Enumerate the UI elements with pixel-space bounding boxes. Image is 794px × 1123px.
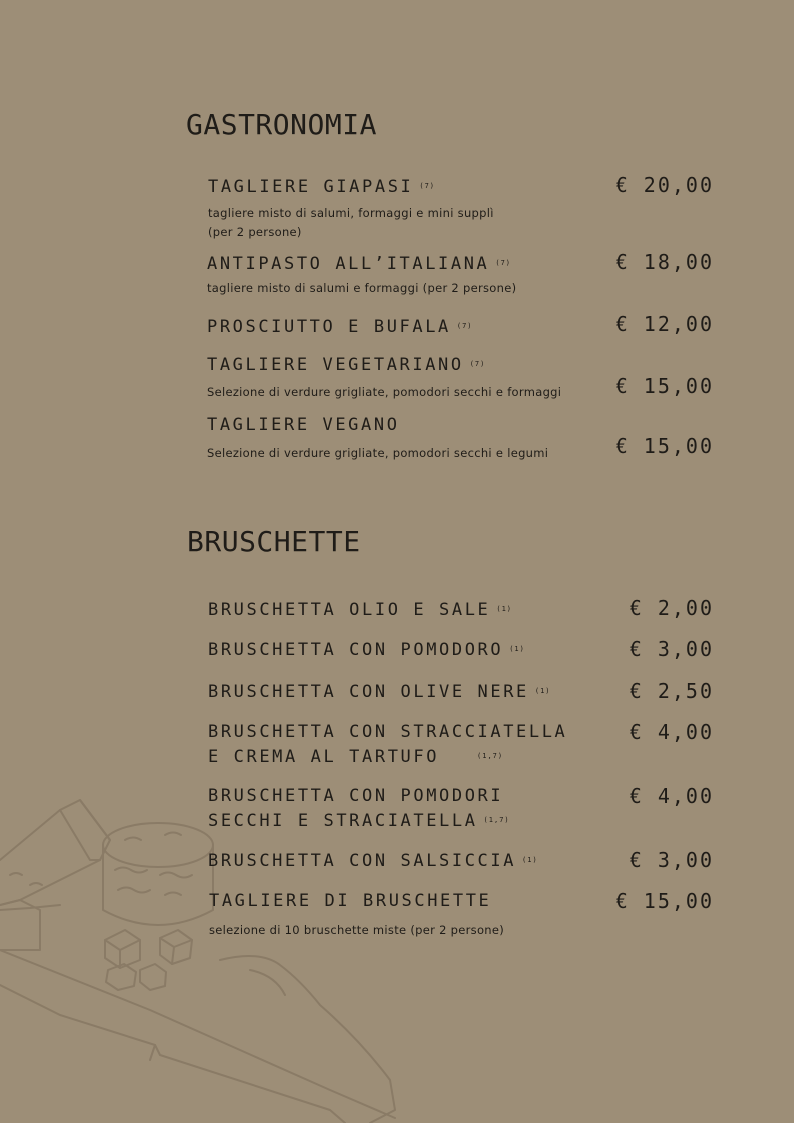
item-name: ANTIPASTO ALL’ITALIANA $^{(7)}$ <box>207 254 512 274</box>
item-name: PROSCIUTTO E BUFALA $^{(7)}$ <box>207 317 473 337</box>
item-price: € 4,00 <box>629 784 714 808</box>
item-price: € 15,00 <box>615 434 714 458</box>
item-name: TAGLIERE GIAPASI $^{(7)}$ <box>208 177 436 197</box>
item-name: BRUSCHETTA CON OLIVE NERE $^{(1)}$ <box>208 682 551 702</box>
allergen-code: (1,7) <box>477 752 504 760</box>
item-description: selezione di 10 bruschette miste (per 2 persone) <box>209 923 505 937</box>
allergen-code: (1) <box>534 687 551 695</box>
item-name-line2: E CREMA AL TARTUFO $^{(1,7)}$ <box>208 747 504 767</box>
item-description: (per 2 persone) <box>208 225 302 239</box>
allergen-code: (1) <box>522 856 538 864</box>
item-price: € 15,00 <box>615 374 714 398</box>
cheese-board-illustration <box>0 790 410 1123</box>
item-price: € 18,00 <box>615 250 714 274</box>
item-description: tagliere misto di salumi e formaggi (per 2 persone) <box>207 281 517 295</box>
section-title-gastronomia: GASTRONOMIA <box>186 108 377 141</box>
item-name: BRUSCHETTA CON STRACCIATELLA <box>208 722 568 742</box>
allergen-code: (1,7) <box>483 816 510 824</box>
allergen-code: (1) <box>509 645 525 653</box>
item-description: Selezione di verdure grigliate, pomodori secchi e formaggi <box>207 385 562 399</box>
item-description: tagliere misto di salumi, formaggi e mini supplì <box>208 206 494 220</box>
allergen-code: (7) <box>469 360 486 368</box>
section-title-bruschette: BRUSCHETTE <box>187 525 361 558</box>
item-price: € 3,00 <box>629 637 714 661</box>
allergen-code: (7) <box>419 182 436 190</box>
item-name: BRUSCHETTA CON POMODORO $^{(1)}$ <box>208 640 525 660</box>
allergen-code: (1) <box>496 605 513 613</box>
item-name-line2: SECCHI E STRACIATELLA $^{(1,7)}$ <box>208 811 510 831</box>
item-price: € 12,00 <box>615 312 714 336</box>
item-price: € 20,00 <box>615 173 714 197</box>
allergen-code: (7) <box>456 322 473 330</box>
item-price: € 2,00 <box>629 596 714 620</box>
item-name: BRUSCHETTA CON SALSICCIA $^{(1)}$ <box>208 851 538 871</box>
item-name: TAGLIERE VEGANO <box>207 415 400 435</box>
item-name: BRUSCHETTA OLIO E SALE $^{(1)}$ <box>208 600 513 620</box>
item-name: BRUSCHETTA CON POMODORI <box>208 786 504 806</box>
item-name: TAGLIERE DI BRUSCHETTE <box>209 891 492 911</box>
item-name: TAGLIERE VEGETARIANO $^{(7)}$ <box>207 355 486 375</box>
allergen-code: (7) <box>495 259 512 267</box>
item-price: € 2,50 <box>629 679 714 703</box>
item-price: € 4,00 <box>629 720 714 744</box>
item-description: Selezione di verdure grigliate, pomodori secchi e legumi <box>207 446 549 460</box>
item-price: € 3,00 <box>629 848 714 872</box>
item-price: € 15,00 <box>615 889 714 913</box>
